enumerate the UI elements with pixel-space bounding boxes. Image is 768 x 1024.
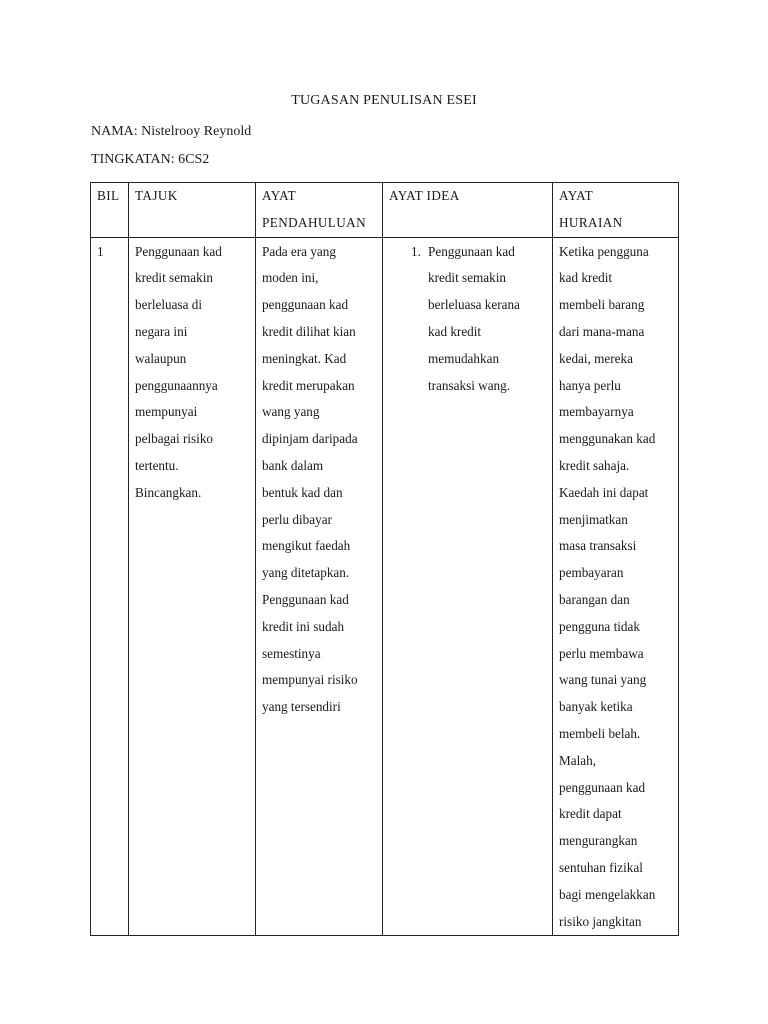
text-line: wang tunai yang: [559, 672, 647, 688]
text-line: pelbagai risiko: [135, 431, 214, 447]
table-header-row: [91, 183, 679, 238]
text-line: mengurangkan: [559, 833, 638, 849]
text-line: kredit semakin: [428, 270, 507, 286]
text-line: kredit merupakan: [262, 377, 355, 393]
text-line: transaksi wang.: [428, 377, 511, 393]
idea-text: [428, 239, 547, 400]
document-title: TUGASAN PENULISAN ESEI: [291, 93, 477, 108]
text-line: penggunaannya: [135, 377, 218, 393]
text-line: Penggunaan kad: [262, 591, 349, 607]
idea-number: 1.: [411, 243, 421, 259]
text-line: Ketika pengguna: [559, 243, 649, 259]
text-line: pengguna tidak: [559, 618, 640, 634]
header-ayat-idea: AYAT IDEA: [383, 183, 553, 238]
text-line: Malah,: [559, 752, 596, 768]
text-line: hanya perlu: [559, 377, 621, 393]
text-line: kad kredit: [428, 323, 482, 339]
header-bil: BIL: [91, 183, 129, 238]
cell-bil: 1: [91, 237, 129, 936]
text-line: mempunyai: [135, 404, 198, 420]
text-line: Pada era yang: [262, 243, 336, 259]
text-line: kredit ini sudah: [262, 618, 345, 634]
text-line: meningkat. Kad: [262, 350, 347, 366]
text-line: risiko jangkitan: [559, 913, 642, 929]
text-line: membeli barang: [559, 297, 645, 313]
text-line: penggunaan kad: [559, 779, 646, 795]
cell-idea: [383, 237, 553, 936]
text-line: banyak ketika: [559, 699, 633, 715]
cell-huraian: [553, 237, 679, 936]
text-line: perlu dibayar: [262, 511, 332, 527]
tajuk-text: [135, 239, 250, 507]
text-line: menggunakan kad: [559, 431, 656, 447]
student-name: NAMA: Nistelrooy Reynold: [91, 124, 252, 139]
text-line: kredit semakin: [135, 270, 214, 286]
text-line: Penggunaan kad: [428, 243, 515, 259]
text-line: kedai, mereka: [559, 350, 633, 366]
table-row: [91, 237, 679, 936]
text-line: kad kredit: [559, 270, 613, 286]
text-line: membeli belah.: [559, 725, 641, 741]
text-line: mempunyai risiko: [262, 672, 358, 688]
text-line: kredit dilihat kian: [262, 323, 356, 339]
text-line: menjimatkan: [559, 511, 628, 527]
text-line: tertentu.: [135, 457, 179, 473]
text-line: pembayaran: [559, 565, 624, 581]
header-tajuk: TAJUK: [129, 183, 256, 238]
text-line: dipinjam daripada: [262, 431, 358, 447]
text-line: yang tersendiri: [262, 699, 341, 715]
text-line: barangan dan: [559, 591, 630, 607]
cell-pendahuluan: [256, 237, 383, 936]
text-line: Bincangkan.: [135, 484, 202, 500]
header-ayat-pendahuluan: AYAT PENDAHULUAN: [256, 183, 383, 238]
text-line: mengikut faedah: [262, 538, 351, 554]
text-line: perlu membawa: [559, 645, 644, 661]
cell-tajuk: [129, 237, 256, 936]
text-line: Kaedah ini dapat: [559, 484, 649, 500]
text-line: kredit sahaja.: [559, 457, 630, 473]
text-line: bagi mengelakkan: [559, 886, 656, 902]
text-line: bentuk kad dan: [262, 484, 343, 500]
text-line: negara ini: [135, 323, 188, 339]
text-line: wang yang: [262, 404, 320, 420]
text-line: masa transaksi: [559, 538, 637, 554]
huraian-text: [559, 239, 673, 936]
text-line: sentuhan fizikal: [559, 859, 643, 875]
text-line: Penggunaan kad: [135, 243, 222, 259]
text-line: membayarnya: [559, 404, 634, 420]
text-line: semestinya: [262, 645, 321, 661]
text-line: dari mana-mana: [559, 323, 645, 339]
text-line: penggunaan kad: [262, 297, 349, 313]
text-line: moden ini,: [262, 270, 319, 286]
student-class: TINGKATAN: 6CS2: [91, 152, 210, 167]
text-line: yang ditetapkan.: [262, 565, 350, 581]
text-line: memudahkan: [428, 350, 500, 366]
text-line: bank dalam: [262, 457, 324, 473]
text-line: berleluasa di: [135, 297, 203, 313]
text-line: berleluasa kerana: [428, 297, 520, 313]
essay-table: [90, 182, 679, 936]
text-line: kredit dapat: [559, 806, 622, 822]
pendahuluan-text: [262, 239, 377, 721]
text-line: walaupun: [135, 350, 187, 366]
header-ayat-huraian: AYAT HURAIAN: [553, 183, 679, 238]
